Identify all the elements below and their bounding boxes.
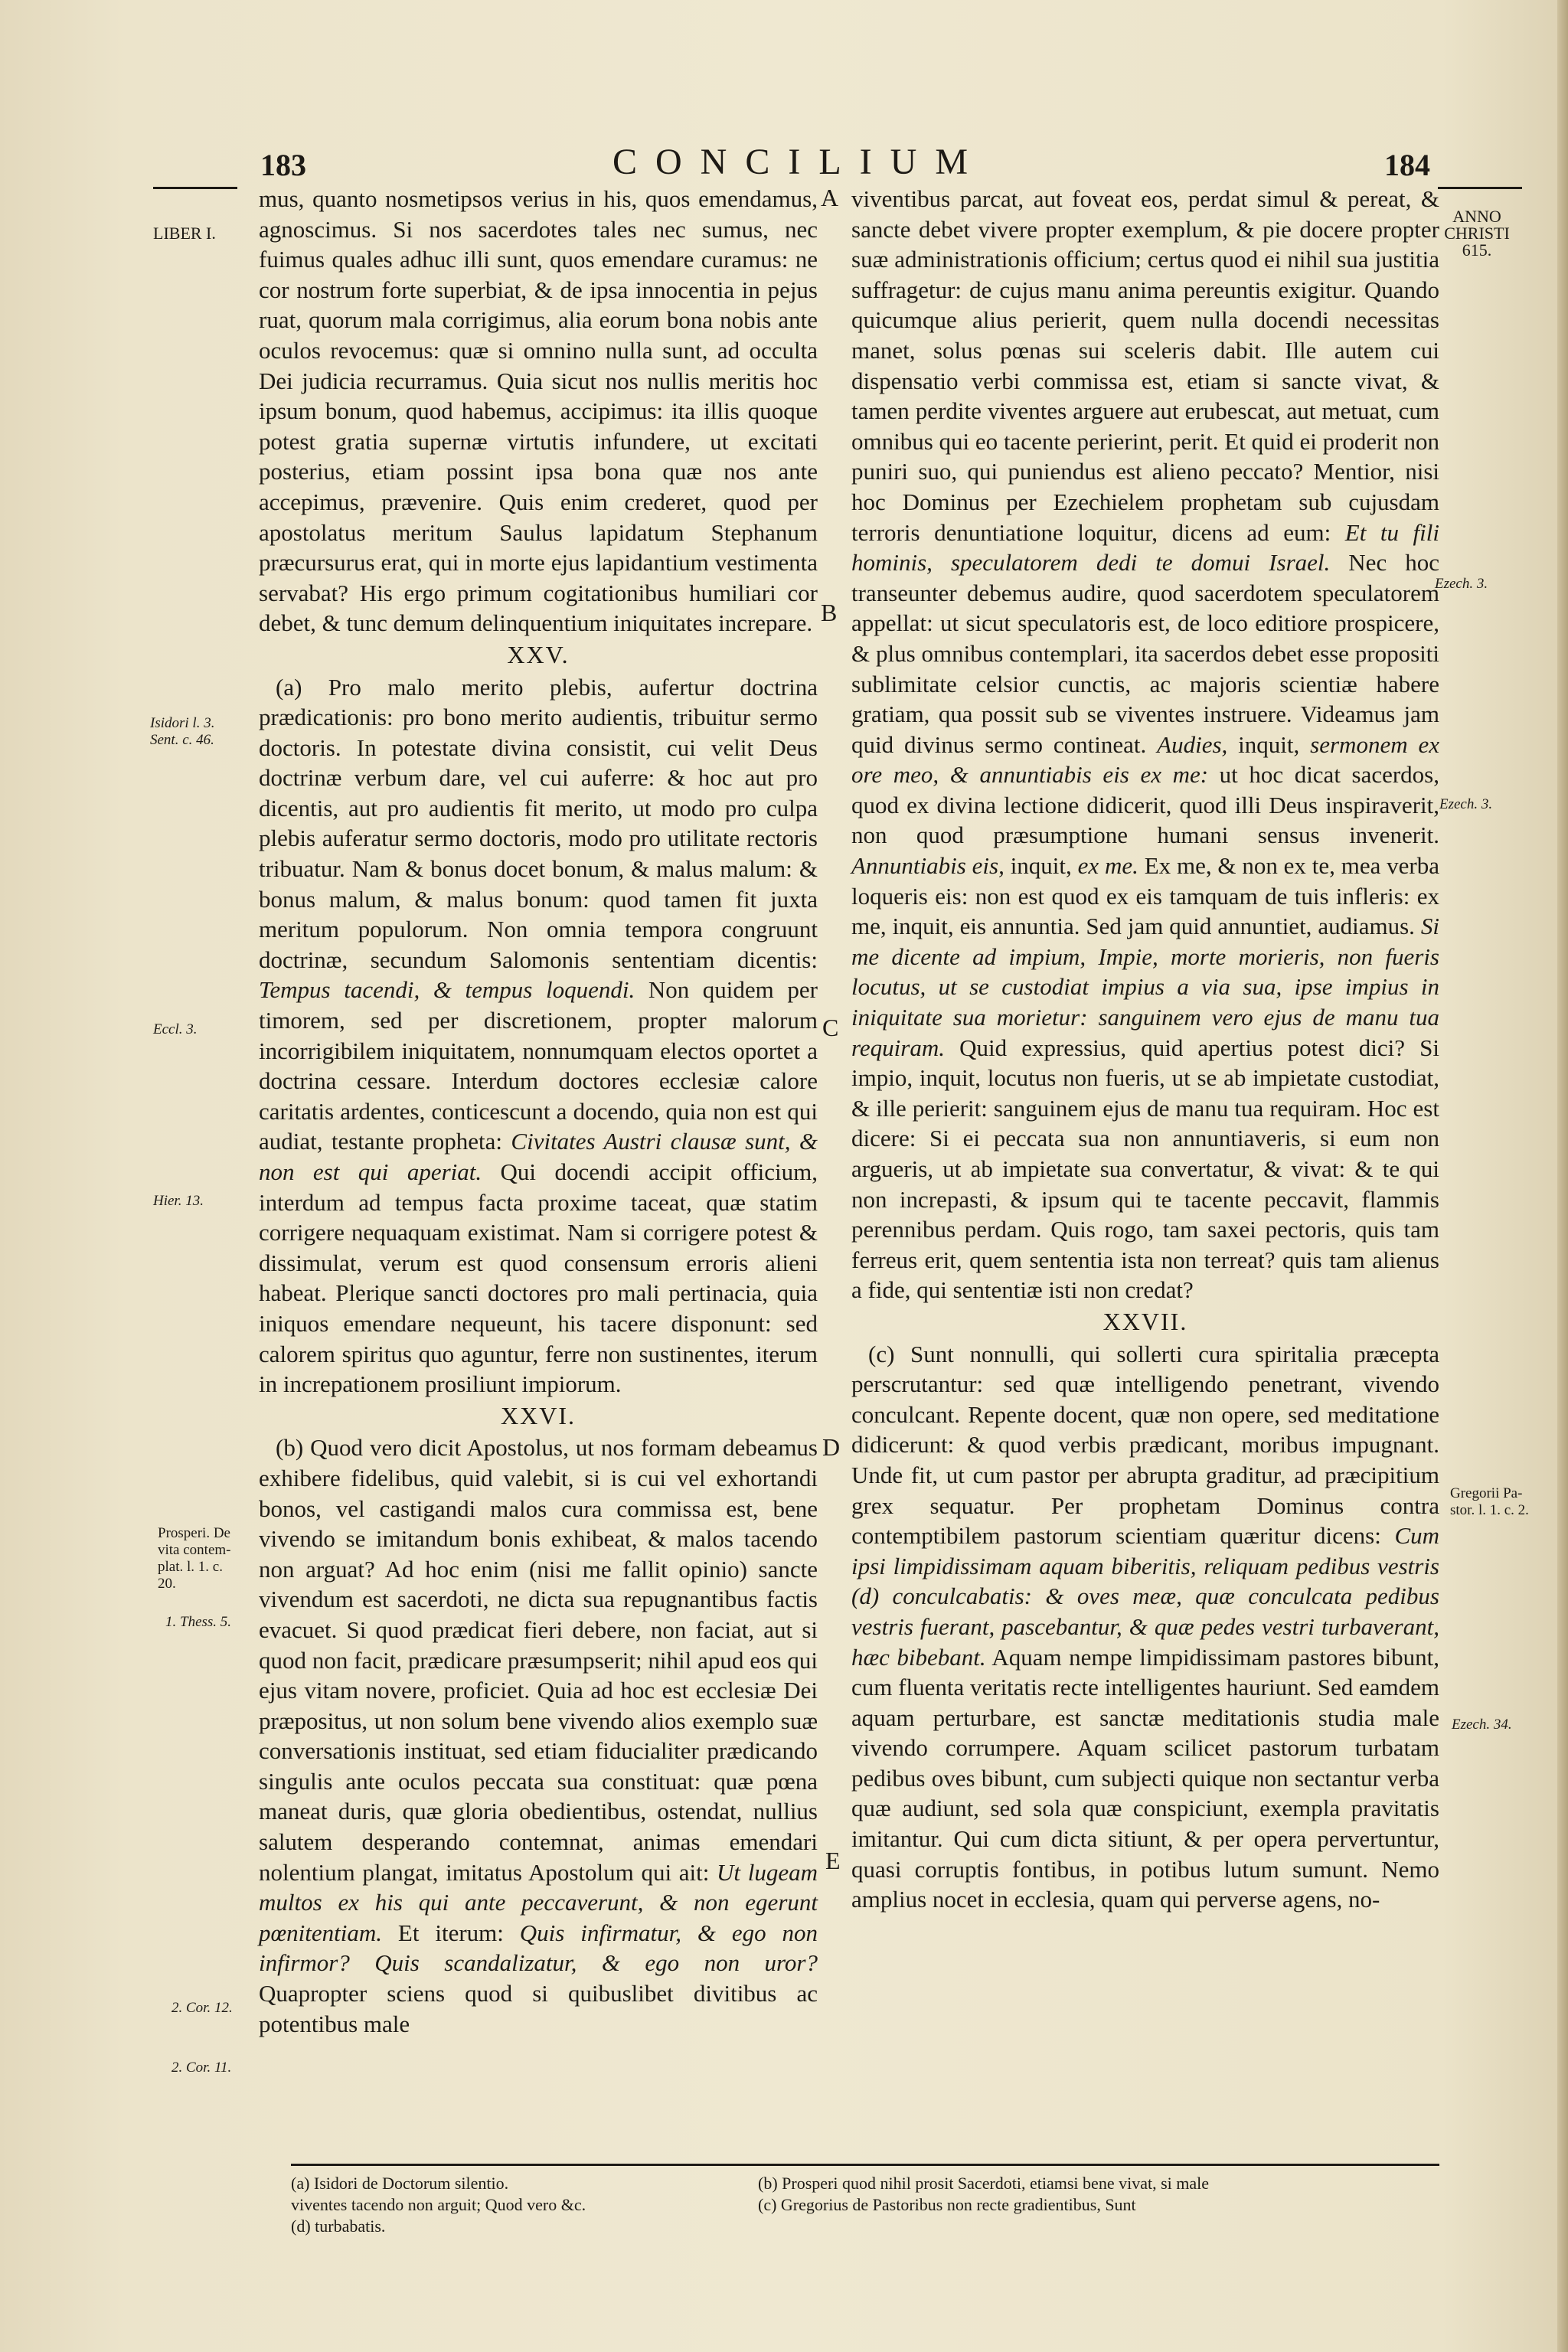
section-letter-c: C	[822, 1014, 839, 1041]
margin-note-hier: Hier. 13.	[153, 1193, 204, 1209]
footnote-c: (c) Gregorius de Pastoribus non recte gradientibus, Sunt	[758, 2195, 1136, 2214]
paragraph-xxvii: (c) Sunt nonnulli, qui sollerti cura spiritalia præcepta perscrutantur: sed quæ intelligendo penetrant, vivendo conculcant. Repente docent, quæ non opere, sed meditatione didicerunt: & quod verbis prædicant, moribus impugnant. Unde fit, ut cum pastor per abrupta graditur, ad præcipitium grex sequatur. Per prophetam Dominus contra contemptibilem pastorum scientiam quæritur dicens: Cum ipsi limpidissimam aquam biberitis, reliquam pedibus vestris (d) conculcabatis: & oves meæ, quæ conculcata pedibus vestris fuerant, pascebantur, & quæ pedes vestri turbaverant, hæc bibebant. Aquam nempe limpidissimam pastores bibunt, cum fluenta veritatis recte intelligentes hauriunt. Sed eamdem aquam perturbare, est sanctæ meditationis studia male vivendo corrumpere. Aquam scilicet pastorum turbatam pedibus oves bibunt, cum subjecti quique non sectantur verba quæ audiunt, sed sola quæ conspiciunt, exempla pravitatis imitantur. Qui cum dicta sitiunt, & per opera pervertuntur, quasi corruptis fontibus, in potibus lutum sumunt. Nemo amplius nocet in ecclesia, quam qui perverse agens, no-	[851, 1340, 1440, 1913]
left-column	[259, 184, 818, 2039]
header-dash-left	[153, 187, 237, 189]
paragraph-xxvi: (b) Quod vero dicit Apostolus, ut nos formam debeamus exhibere fidelibus, quid valebit, si is cui vel exhortandi bonos, vel castigandi malos cura commissa est, bene vivendo se imitandum bonis exhibeat, & malos tacendo non arguat? Ad hoc enim (nisi me fallit opinio) sancte vivendum est sacerdoti, ne dicta sua repugnantibus factis evacuet. Si quod prædicat fieri debere, non faciat, aut si quod non facit, prædicare præsumpserit; nihil apud eos qui ejus vitam novere, proficiet. Quia ad hoc est ecclesiæ Dei præpositus, ut non solum bene vivendo alios exemplo suæ conversationis instituat, sed etiam fiducialiter prædicando singulis ante oculos peccata sua constituat: quæ pœna maneat duris, quæ gloria obedientibus, ostendat, nullius salutem desperando contemnat, animas emendari nolentium plangat, imitatus Apostolum qui ait: Ut lugeam multos ex his qui ante peccaverunt, & non egerunt pœnitentiam. Et iterum: Quis infirmatur, & ego non infirmor? Quis scandalizatur, & ego non uror? Quapropter sciens quod si quibuslibet divitibus ac potentibus male	[259, 1434, 818, 2037]
section-heading-xxvii: XXVII.	[1102, 1307, 1188, 1335]
margin-note-anno-christi: ANNO CHRISTI 615.	[1444, 207, 1510, 260]
paragraph-continuation: mus, quanto nosmetipsos verius in his, quos emendamus, agnoscimus. Si nos sacerdotes tales nec sumus, nec fuimus quales adhuc illi sunt, quos emendare curamus: ne cor nostrum forte superbiat, & de ipsa innocentia in pejus ruat, quorum mala corrigimus, alia eorum bona nobis ante oculos revocemus: quæ si omnino nulla sunt, ad occulta Dei judicia recurramus. Quia sicut nos nullis meritis hoc ipsum bonum, quod habemus, accipimus: ita illis quoque potest gratia supernæ virtutis infundere, ut excitati posterius, etiam possint ipsa bona quæ nos ante accepimus, prævenire. Quis enim crederet, quod per apostolatus meritum Saulus lapidatum Stephanum præcursurus erat, qui in morte ejus lapidantium vestimenta servabat? His ergo primum cogitationibus humiliari cor debet, & tunc demum delinquentium iniquitates increpare.	[259, 185, 818, 637]
margin-note-thess: 1. Thess. 5.	[165, 1614, 232, 1630]
section-heading-xxvi: XXVI.	[501, 1401, 576, 1429]
section-heading-xxv: XXV.	[507, 640, 570, 668]
section-letter-e: E	[825, 1847, 841, 1874]
section-letter-b: B	[821, 599, 838, 626]
margin-note-cor11: 2. Cor. 11.	[172, 2060, 232, 2076]
section-letter-d: D	[822, 1433, 841, 1461]
margin-note-ezech-3: Ezech. 34.	[1452, 1717, 1512, 1733]
page-number-right: 184	[1384, 148, 1430, 182]
footnote-a: (a) Isidori de Doctorum silentio.	[291, 2174, 509, 2193]
running-title: CONCILIUM	[612, 142, 986, 182]
footnote-b: (b) Prosperi quod nihil prosit Sacerdoti, etiamsi bene vivat, si male	[758, 2174, 1209, 2193]
footnote-b-continued: viventes tacendo non arguit; Quod vero &c.	[291, 2195, 586, 2214]
header-dash-right	[1438, 187, 1522, 189]
footnotes-left	[291, 2173, 750, 2237]
margin-note-liber: LIBER I.	[153, 224, 216, 243]
footnote-d: (d) turbabatis.	[291, 2216, 386, 2236]
section-letter-a: A	[821, 184, 839, 211]
margin-note-eccl: Eccl. 3.	[153, 1021, 198, 1037]
margin-note-ezech-2: Ezech. 3.	[1439, 796, 1493, 812]
footnotes-right	[758, 2173, 1447, 2216]
page-edge	[1557, 0, 1568, 2352]
paragraph-continuation-right: viventibus parcat, aut foveat eos, perdat simul & pereat, & sancte debet vivere propter exemplum, & pie docere propter suæ administrationis officium; certus quod ei nihil sua justitia suffragetur: de cujus manu anima pereuntis exigitur. Quando quicumque alius perierit, quem nulla docendi necessitas manet, solus pœnas sui sceleris dabit. Ille autem cui dispensatio verbi commissa est, etiam si sancte vivat, & tamen perdite viventes arguere aut erubescat, aut metuat, cum omnibus qui eo tacente perierint, perit. Et quid ei proderit non puniri suo, qui puniendus est alieno peccato? Mentior, nisi hoc Dominus per Ezechielem prophetam sub cujusdam terroris denuntiatione loquitur, dicens ad eum: Et tu fili hominis, speculatorem dedi te domui Israel. Nec hoc transeunter debemus audire, quod sacerdotem speculatorem appellat: ut sicut speculatoris est, de loco editiore prospicere, & plus omnibus contemplari, ita sacerdos debet esse propositi sublimitate celsior cunctis, ac majoris scientiæ habere gratiam, qua possit sub se viventes instruere. Videamus jam quid divinus sermo contineat. Audies, inquit, sermonem ex ore meo, & annuntiabis eis ex me: ut hoc dicat sacerdos, quod ex divina lectione didicerit, quod illi Deus inspiraverit, non quod præsumptione humani sensus invenerit. Annuntiabis eis, inquit, ex me. Ex me, & non ex te, mea verba loqueris eis: non est quod ex eis tamquam de tuis infleris: ex me, inquit, eis annuntia. Sed jam quid annuntiet, audiamus. Si me dicente ad impium, Impie, morte morieris, non fueris locutus, ut se custodiat impius a via sua, ipse impius in iniquitate sua morietur: sanguinem vero ejus de manu tua requiram. Quid expressius, quid apertius potest dici? Si impio, inquit, locutus non fueris, ut se ab impietate custodiat, & ille perierit: sanguinem ejus de manu tua requiram. Hoc est dicere: Si ei peccata sua non annuntiaveris, si eum non argueris, ut ab impietate sua convertatur, & vivat: & te qui non increpasti, & ipsum qui te tacente peccavit, flammis perennibus perdam. Quis rogo, tam saxei pectoris, quis tam ferreus erit, quem sententia ista non terreat? quis tam alienus a fide, qui sententiæ isti non credat?	[851, 185, 1440, 1304]
margin-note-ezech-1: Ezech. 3.	[1435, 576, 1488, 592]
margin-note-isidori: Isidori l. 3. Sent. c. 46.	[150, 715, 215, 748]
right-column	[851, 184, 1439, 1915]
margin-note-prosperi: Prosperi. De vita contem- plat. l. 1. c. 20.	[158, 1525, 231, 1592]
margin-note-gregorii: Gregorii Pa- stor. l. 1. c. 2.	[1450, 1485, 1529, 1518]
margin-note-cor12: 2. Cor. 12.	[172, 2000, 233, 2016]
footnote-rule	[291, 2164, 1439, 2166]
page-number-left: 183	[260, 148, 306, 182]
paragraph-xxv: (a) Pro malo merito plebis, aufertur doctrina prædicationis: pro bono merito audientis, tribuitur sermo doctoris. In potestate divina consistit, cui velit Deus doctrinæ verbum dare, vel cui auferre: & hoc aut pro dicentis, aut pro audientis fit merito, ut modo pro culpa plebis auferatur sermo doctoris, modo pro utilitate rectoris tribuatur. Nam & bonus docet bonum, & malus malum: & bonus malum, & malus bonum: quod tamen fit juxta meritum populorum. Non omnia tempora congruunt doctrinæ, secundum Salomonis sententiam dicentis: Tempus tacendi, & tempus loquendi. Non quidem per timorem, sed per discretionem, propter malorum incorrigibilem iniquitatem, nonnumquam electos oportet a doctrina cessare. Interdum doctores ecclesiæ calore caritatis ardentes, conticescunt a docendo, quia non est qui audiat, testante propheta: Civitates Austri clausæ sunt, & non est qui aperiat. Qui docendi accipit officium, interdum ad tempus facta proxime taceat, quæ statim corrigere nequaquam existimat. Nam si corrigere potest & dissimulat, verum est quod consensum erroris alieni habeat. Plerique sancti doctores pro mali pertinacia, quia iniquos emendare nequeunt, his tacere disponunt: sed calorem spiritus quo aguntur, ferre non sustinentes, iterum in increpationem prosiliunt impiorum.	[259, 673, 818, 1398]
